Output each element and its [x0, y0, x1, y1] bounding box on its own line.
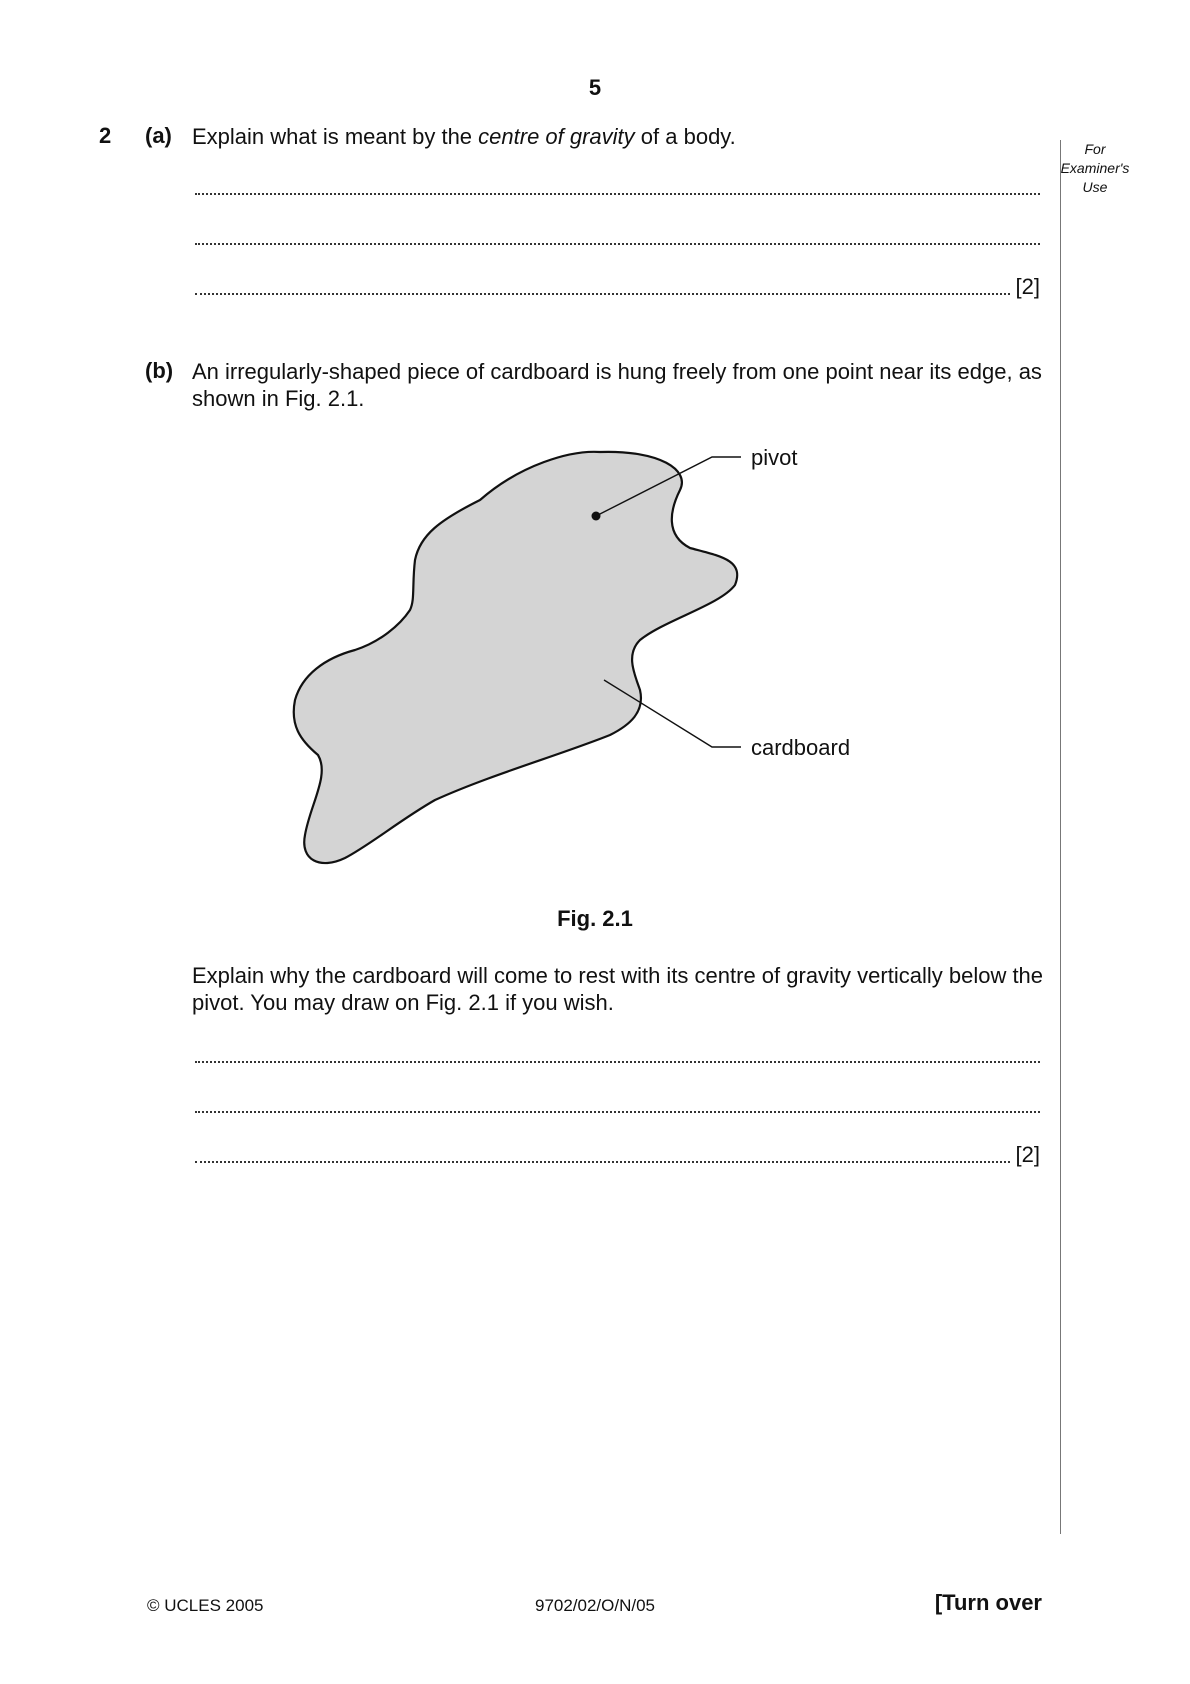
part-a-text-end: of a body. [634, 124, 736, 149]
turn-over-notice: [Turn over [934, 1590, 1042, 1615]
part-a-text-emphasis: centre of gravity [478, 124, 635, 149]
part-a-text-start: Explain what is meant by the [192, 124, 479, 149]
dotted-rule [195, 1111, 1040, 1113]
part-b-prompt-line: Explain why the cardboard will come to rest with its centre of gravity vertically below the [192, 963, 1044, 988]
figure-caption: Fig. 2.1 [557, 906, 633, 931]
dotted-rule [195, 1061, 1040, 1063]
part-b-prompt-line: pivot. You may draw on Fig. 2.1 if you wish. [192, 990, 614, 1015]
page-number: 5 [588, 75, 602, 100]
part-b-answer-line-1[interactable] [195, 1040, 1040, 1068]
pivot-label: pivot [751, 445, 798, 470]
part-b-answer-line-2[interactable] [195, 1090, 1040, 1118]
cardboard-label: cardboard [751, 735, 851, 760]
part-b-mark: [2] [1015, 1142, 1040, 1167]
dotted-rule [195, 1161, 1010, 1163]
part-a-label: (a) [145, 123, 172, 148]
part-b-prompt-text [192, 962, 1052, 1016]
part-a-mark: [2] [1015, 274, 1040, 299]
part-b-intro-line: shown in Fig. 2.1. [192, 386, 365, 411]
part-b-intro-line: An irregularly-shaped piece of cardboard is hung freely from one point near its edge, as [192, 359, 1042, 384]
examiner-label-line: Use [1082, 179, 1108, 195]
copyright-notice: © UCLES 2005 [147, 1596, 264, 1615]
examiner-label-line: Examiner's [1060, 160, 1130, 176]
question-number: 2 [99, 123, 112, 148]
examiner-label-line: For [1084, 141, 1106, 157]
part-b-answer-line-3[interactable] [195, 1140, 1040, 1168]
paper-code: 9702/02/O/N/05 [534, 1596, 656, 1615]
part-b-label: (b) [145, 358, 174, 383]
cardboard-shape [294, 452, 738, 863]
